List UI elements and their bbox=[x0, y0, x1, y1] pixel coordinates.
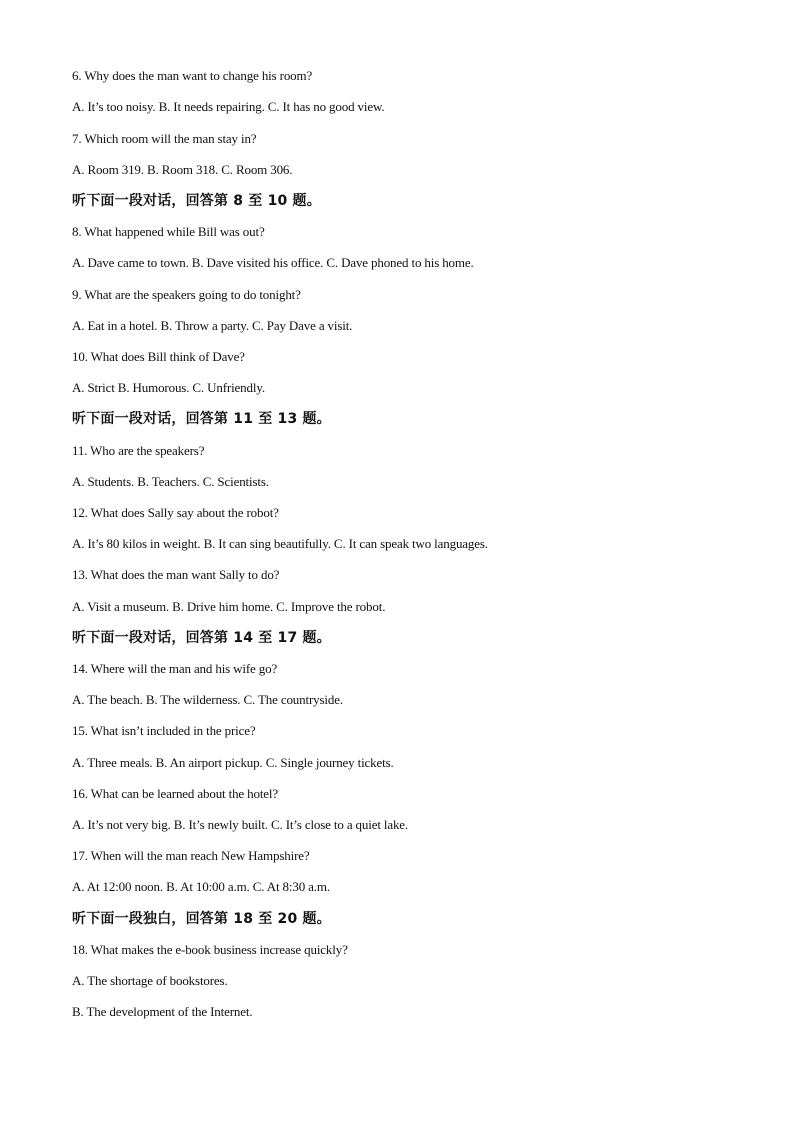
section-heading-8-10: 听下面一段对话，回答第 8 至 10 题。 bbox=[72, 193, 321, 209]
question-16: 16. What can be learned about the hotel? bbox=[72, 786, 279, 801]
question-14-options: A. The beach. B. The wilderness. C. The countryside. bbox=[72, 692, 343, 707]
question-7: 7. Which room will the man stay in? bbox=[72, 131, 257, 146]
question-14: 14. Where will the man and his wife go? bbox=[72, 661, 278, 676]
question-18-option-a: A. The shortage of bookstores. bbox=[72, 973, 228, 988]
question-15: 15. What isn’t included in the price? bbox=[72, 723, 256, 738]
question-15-options: A. Three meals. B. An airport pickup. C. Single journey tickets. bbox=[72, 755, 394, 770]
question-17: 17. When will the man reach New Hampshire? bbox=[72, 848, 310, 863]
question-10-options: A. Strict B. Humorous. C. Unfriendly. bbox=[72, 380, 265, 395]
question-13-options: A. Visit a museum. B. Drive him home. C. Improve the robot. bbox=[72, 599, 386, 614]
question-8-options: A. Dave came to town. B. Dave visited his office. C. Dave phoned to his home. bbox=[72, 255, 474, 270]
question-8: 8. What happened while Bill was out? bbox=[72, 224, 265, 239]
section-heading-18-20: 听下面一段独白，回答第 18 至 20 题。 bbox=[72, 911, 331, 927]
section-heading-11-13: 听下面一段对话，回答第 11 至 13 题。 bbox=[72, 411, 331, 427]
question-17-options: A. At 12:00 noon. B. At 10:00 a.m. C. At 8:30 a.m. bbox=[72, 879, 330, 894]
question-11: 11. Who are the speakers? bbox=[72, 443, 205, 458]
question-12: 12. What does Sally say about the robot? bbox=[72, 505, 279, 520]
question-13: 13. What does the man want Sally to do? bbox=[72, 567, 280, 582]
section-heading-14-17: 听下面一段对话，回答第 14 至 17 题。 bbox=[72, 630, 331, 646]
question-12-options: A. It’s 80 kilos in weight. B. It can sing beautifully. C. It can speak two languages. bbox=[72, 536, 488, 551]
question-9-options: A. Eat in a hotel. B. Throw a party. C. Pay Dave a visit. bbox=[72, 318, 353, 333]
question-6: 6. Why does the man want to change his room? bbox=[72, 68, 313, 83]
question-6-options: A. It’s too noisy. B. It needs repairing. C. It has no good view. bbox=[72, 99, 385, 114]
question-18: 18. What makes the e-book business increase quickly? bbox=[72, 942, 348, 957]
question-11-options: A. Students. B. Teachers. C. Scientists. bbox=[72, 474, 269, 489]
question-18-option-b: B. The development of the Internet. bbox=[72, 1004, 253, 1019]
question-10: 10. What does Bill think of Dave? bbox=[72, 349, 245, 364]
question-16-options: A. It’s not very big. B. It’s newly built. C. It’s close to a quiet lake. bbox=[72, 817, 409, 832]
question-7-options: A. Room 319. B. Room 318. C. Room 306. bbox=[72, 162, 293, 177]
question-9: 9. What are the speakers going to do tonight? bbox=[72, 287, 301, 302]
